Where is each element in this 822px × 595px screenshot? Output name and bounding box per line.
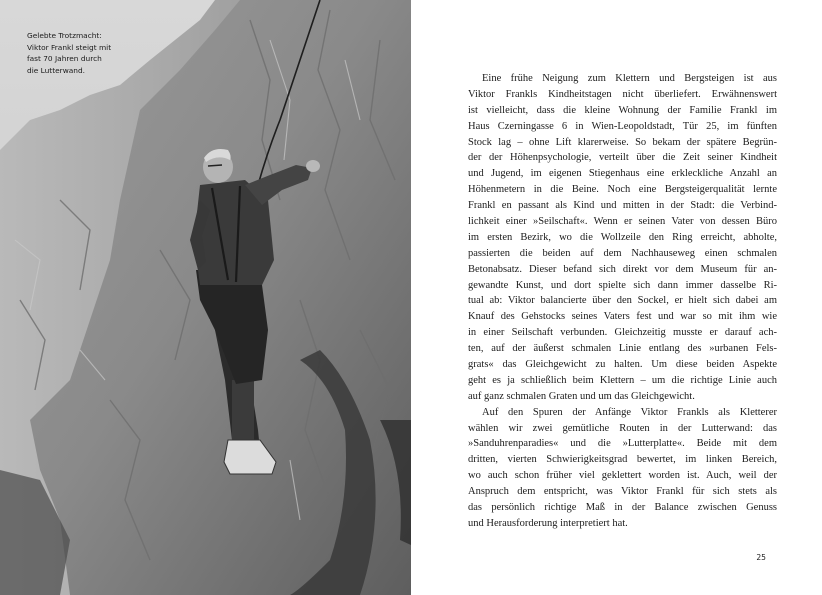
caption-line: Gelebte Trotzmacht: xyxy=(27,31,102,40)
text-line: im ersten Bezirk, wo die Wollzeile den Ring erreicht, abholte, xyxy=(468,231,777,243)
text-line: auf ganz schmalen Graten und um das Gleichgewicht. xyxy=(468,390,695,402)
text-line: Auf den Spuren der Anfänge Viktor Frankls als Kletterer xyxy=(482,406,777,418)
body-text xyxy=(468,71,777,532)
text-line: und Herausforderung interpretiert hat. xyxy=(468,517,628,529)
text-line: »Sanduhrenparadies« und die »Lutterplatte«. Beide mit dem xyxy=(468,438,777,450)
text-line: Viktor Frankls Kindheitstagen nicht überliefert. Erwähnenswert xyxy=(468,88,777,100)
text-line: der der Höhenpsychologie, verteilt über die Zeit seiner Kindheit xyxy=(468,152,777,164)
text-line: ist vielleicht, dass die kleine Wohnung der Familie Frankl im xyxy=(468,104,777,116)
text-page xyxy=(411,0,822,595)
text-line: grats« das Gleichgewicht zu halten. Um diese beiden Aspekte xyxy=(468,359,777,371)
text-line: ten, auf der äußerst schmalen Linie entlang des »urbanen Fels- xyxy=(468,343,777,355)
text-line: Betonabsatz. Dieser befand sich direkt vor dem Museum für an- xyxy=(468,263,777,275)
text-line: tual ab: Viktor balancierte über den Sockel, er hielt sich dabei am xyxy=(468,295,777,307)
caption-line: fast 70 Jahren durch xyxy=(27,54,102,64)
text-line: Anspruch dem entspricht, was Viktor Frankl für sich stets als xyxy=(468,486,777,498)
text-line: wo auch schon früher viel geklettert worden ist. Auch, weil der xyxy=(468,470,777,482)
text-line: Knauf des Gehstocks seines Vaters fest und war so mit ihm wie xyxy=(468,311,777,323)
caption-line: die Lutterwand. xyxy=(27,65,85,75)
page-number: 25 xyxy=(756,553,766,562)
text-line: Stock lag – ohne Lift klarerweise. So bekam der spätere Begrün- xyxy=(468,136,777,148)
text-line: in einer Seilschaft verbunden. Gleichzeitig musste er darauf ach- xyxy=(468,327,777,339)
photo-caption xyxy=(27,30,127,76)
caption-line: Viktor Frankl steigt mit xyxy=(27,42,112,52)
text-line: das persönlich richtige Maß in der Balance zwischen Genuss xyxy=(468,502,777,514)
text-line: gewandte Kunst, und dort spielte sich dann immer dasselbe Ri- xyxy=(468,279,777,291)
text-line: lichkeit einer »Seilschaft«. Wenn er seinen Vater von dessen Büro xyxy=(468,216,777,228)
text-line: dritten, vierten Schwierigkeitsgrad bewertet, im linken Bereich, xyxy=(468,454,777,466)
text-line: Haus Czerningasse 6 in Wien-Leopoldstadt, Tür 25, im fünften xyxy=(468,120,777,132)
text-line: wählen wir zwei gemütliche Routen in der Lutterwand: das xyxy=(468,422,777,434)
text-line: Frankl en passant als Kind und mitten in der Stadt: die Verbind- xyxy=(468,200,777,212)
text-line: und Jugend, im eigenen Stiegenhaus eine erkleckliche Anzahl an xyxy=(468,168,777,180)
text-line: passierten die beiden auf dem Nachhauseweg einen schmalen xyxy=(468,247,777,259)
text-line: Eine frühe Neigung zum Klettern und Bergsteigen ist aus xyxy=(482,73,777,84)
text-line: geht es ja schließlich beim Klettern – um die richtige Linie auch xyxy=(468,374,777,386)
text-line: Höhenmetern in die Beine. Noch eine Bergsteigerqualität lernte xyxy=(468,184,777,196)
